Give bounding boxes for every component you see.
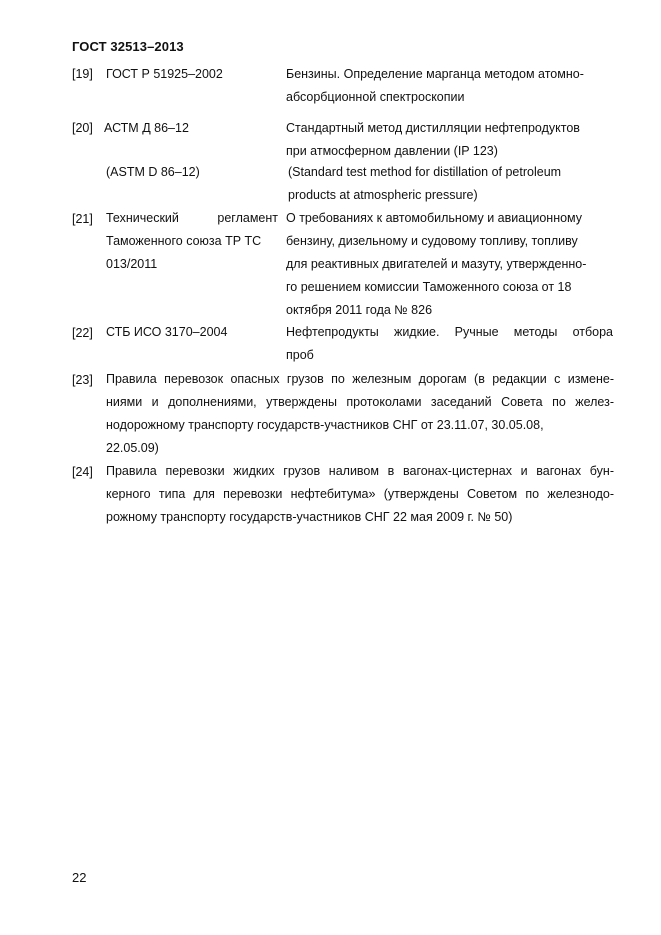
ref-text-line: ниями и дополнениями, утверждены протоколами заседаний Совета по желез- — [106, 395, 614, 409]
ref-description-line: при атмосферном давлении (IP 123) — [286, 144, 498, 158]
ref-description-english — [288, 161, 615, 207]
ref-text-line: Правила перевозок опасных грузов по железным дорогам (в редакции с измене- — [106, 372, 614, 386]
page-number: 22 — [72, 870, 87, 885]
ref-description — [286, 321, 613, 367]
ref-description — [286, 63, 613, 109]
ref-text-line: Правила перевозки жидких грузов наливом в вагонах-цистернах и вагонах бун- — [106, 464, 614, 478]
ref-code-line: Технический регламент — [106, 211, 278, 225]
ref-number: [24] — [72, 465, 93, 479]
ref-text-line: 22.05.09) — [106, 441, 159, 455]
ref-description-line: products at atmospheric pressure) — [288, 188, 478, 202]
ref-text-line: керного типа для перевозки нефтебитума» (утверждены Советом по железнодо- — [106, 487, 614, 501]
ref-description — [286, 207, 613, 322]
ref-description-line: октября 2011 года № 826 — [286, 303, 433, 317]
ref-text-line: рожному транспорту государств-участников СНГ 22 мая 2009 г. № 50) — [106, 510, 513, 524]
ref-description-line: проб — [286, 348, 314, 362]
ref-code-line: 013/2011 — [106, 257, 158, 271]
ref-text-line: нодорожному транспорту государств-участников СНГ от 23.11.07, 30.05.08, — [106, 418, 544, 432]
ref-description-line: го решением комиссии Таможенного союза от 18 — [286, 280, 572, 294]
ref-code — [106, 207, 278, 276]
ref-description-line: О требованиях к автомобильному и авиационному — [286, 211, 583, 225]
ref-description-line: Бензины. Определение марганца методом атомно- — [286, 67, 584, 81]
ref-number: [19] — [72, 67, 93, 81]
ref-description-line: Нефтепродукты жидкие. Ручные методы отбора — [286, 325, 613, 339]
ref-number: [20] — [72, 121, 93, 135]
ref-code-line: Таможенного союза ТР ТС — [106, 234, 262, 248]
document-header: ГОСТ 32513–2013 — [72, 39, 184, 54]
ref-code: СТБ ИСО 3170–2004 — [106, 325, 228, 339]
ref-code: ГОСТ Р 51925–2002 — [106, 67, 223, 81]
ref-description — [286, 117, 613, 163]
ref-text — [106, 368, 614, 460]
ref-number: [23] — [72, 373, 93, 387]
ref-number: [22] — [72, 326, 93, 340]
ref-description-line: Стандартный метод дистилляции нефтепродуктов — [286, 121, 580, 135]
ref-description-line: абсорбционной спектроскопии — [286, 90, 465, 104]
ref-text — [106, 460, 614, 529]
ref-description-line: для реактивных двигателей и мазуту, утвержденно- — [286, 257, 587, 271]
ref-number: [21] — [72, 212, 93, 226]
ref-code: АСТМ Д 86–12 — [104, 121, 189, 135]
ref-description-line: (Standard test method for distillation of petroleum — [288, 165, 562, 179]
ref-code-english: (ASTM D 86–12) — [106, 165, 200, 179]
ref-description-line: бензину, дизельному и судовому топливу, топливу — [286, 234, 578, 248]
